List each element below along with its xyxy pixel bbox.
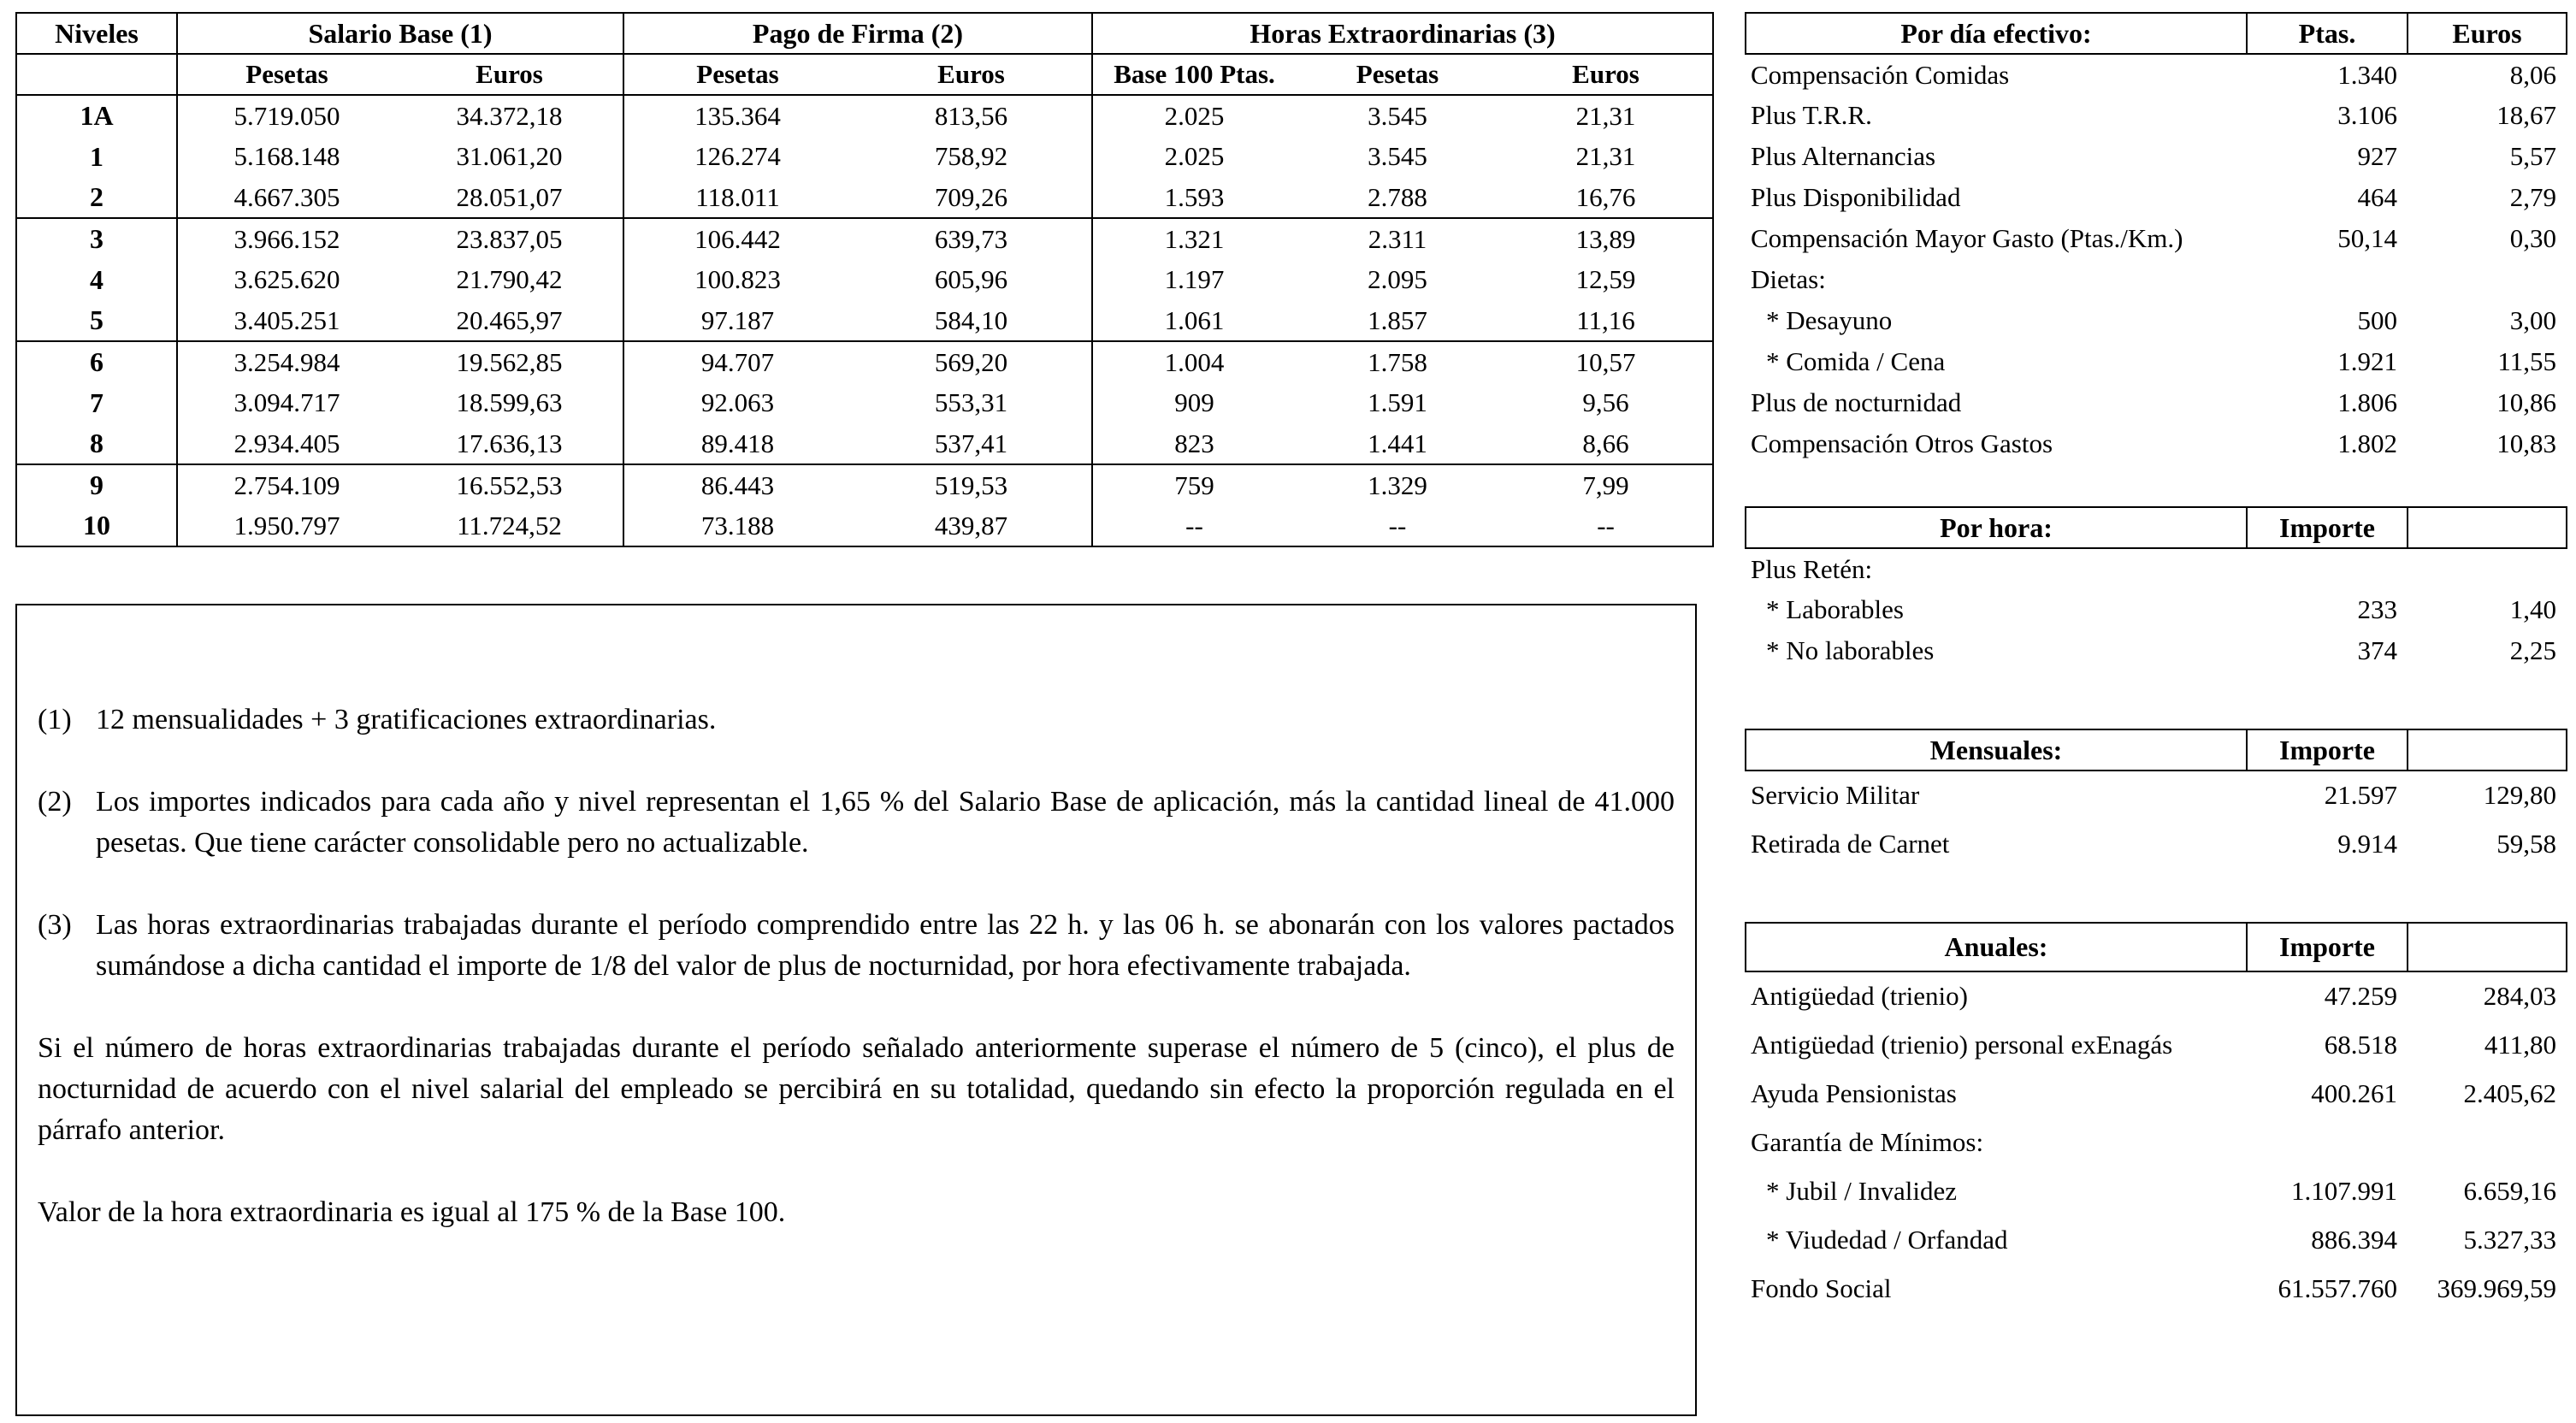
list-item: [1746, 971, 2567, 1020]
item-ptas: 61.557.760: [2278, 1272, 2397, 1303]
header-cell: [2408, 507, 2567, 548]
table-por-dia: [1745, 12, 2567, 464]
cell-sb-pts: 1.950.797: [177, 505, 396, 546]
cell-pf-pts: 92.063: [700, 387, 775, 417]
list-item: [1746, 423, 2567, 464]
cell-he-base: 909: [1174, 387, 1214, 417]
table-row: [16, 505, 1713, 546]
item-label: Antigüedad (trienio): [1751, 981, 1968, 1011]
list-item: [1746, 1166, 2567, 1215]
table-header-row: [1746, 13, 2567, 54]
footnote-1-text: 12 mensualidades + 3 gratificaciones extraordinarias.: [96, 704, 717, 735]
list-item: [1746, 589, 2567, 630]
cell-he-pts: 1.758: [1296, 341, 1499, 382]
cell-sb-eur: 18.599,63: [396, 382, 623, 423]
item-euros: 5,57: [2509, 141, 2556, 171]
item-label: * Comida / Cena: [1766, 346, 1946, 376]
item-label: Plus Disponibilidad: [1751, 182, 1961, 212]
item-label: * No laborables: [1766, 635, 1935, 665]
header-niveles-blank: [16, 54, 177, 95]
cell-sb-eur: 17.636,13: [396, 423, 623, 464]
item-ptas: 374: [2357, 635, 2397, 665]
item-ptas: [2247, 1118, 2408, 1166]
item-label: * Viudedad / Orfandad: [1766, 1224, 2008, 1255]
cell-pf-eur: 758,92: [851, 136, 1092, 177]
cell-sb-eur: 16.552,53: [396, 464, 623, 505]
cell-he-base: --: [1092, 505, 1296, 546]
item-ptas: 500: [2357, 305, 2397, 335]
cell-sb-eur: 23.837,05: [396, 218, 623, 259]
cell-he-pts: 2.095: [1368, 264, 1427, 294]
cell-sb-pts: 3.405.251: [233, 304, 340, 335]
cell-he-pts: 2.788: [1368, 181, 1427, 212]
cell-sb-pts: 2.754.109: [177, 464, 396, 505]
item-euros: [2408, 259, 2567, 300]
item-label: Compensación Otros Gastos: [1751, 428, 2053, 458]
table-row: [16, 300, 1713, 341]
item-euros: 10,86: [2496, 387, 2556, 417]
footnote-2-number: (2): [38, 786, 72, 818]
header-cell: Importe: [2247, 507, 2408, 548]
item-euros: 10,83: [2496, 428, 2556, 458]
item-euros: 369.969,59: [2437, 1272, 2556, 1303]
list-item: [1746, 1020, 2567, 1069]
notes-paragraph-valor-hora: Valor de la hora extraordinaria es igual al 175 % de la Base 100.: [38, 1196, 786, 1228]
cell-sb-pts: 5.719.050: [177, 95, 396, 136]
cell-he-base: 1.321: [1092, 218, 1296, 259]
cell-sb-pts: 3.966.152: [177, 218, 396, 259]
cell-he-eur: 7,99: [1499, 464, 1713, 505]
cell-pf-eur: 519,53: [851, 464, 1092, 505]
subheader-sb-pesetas: Pesetas: [177, 54, 396, 95]
list-item: [1746, 630, 2567, 671]
item-ptas: 3.106: [2337, 100, 2397, 130]
item-ptas: 9.914: [2337, 828, 2397, 859]
subheader-sb-euros: Euros: [396, 54, 623, 95]
item-euros: 59,58: [2496, 828, 2556, 859]
item-euros: 3,00: [2509, 305, 2556, 335]
nivel-cell: 1: [16, 136, 177, 177]
subheader-he-euros: Euros: [1499, 54, 1713, 95]
item-label: Compensación Comidas: [1751, 59, 2010, 90]
cell-he-base: 1.593: [1164, 181, 1225, 212]
cell-sb-eur: 31.061,20: [396, 136, 623, 177]
item-ptas: 400.261: [2311, 1078, 2397, 1108]
nivel-cell: 6: [16, 341, 177, 382]
cell-pf-pts: 118.011: [695, 181, 780, 212]
notes-paragraph-nocturnidad: Si el número de horas extraordinarias trabajadas durante el período señalado anteriormente superase el número de 5 (cinco), el plus de nocturnidad de acuerdo con el nivel salarial del empleado se percibirá en su totalidad, quedando sin efecto la proporción regulada en el párrafo anterior.: [38, 1032, 1675, 1146]
list-item: [1746, 771, 2567, 819]
item-ptas: 233: [2357, 594, 2397, 624]
table-por-hora: [1745, 506, 2567, 671]
notes-box: [15, 604, 1697, 1416]
cell-he-pts: 1.591: [1368, 387, 1427, 417]
header-cell: Anuales:: [1746, 923, 2247, 971]
table-header-row: [1746, 923, 2567, 971]
list-item: [1746, 819, 2567, 868]
item-label: Ayuda Pensionistas: [1751, 1078, 1957, 1108]
list-item: [1746, 1264, 2567, 1313]
header-cell: Euros: [2408, 13, 2567, 54]
cell-pf-pts: 97.187: [700, 304, 775, 335]
nivel-cell: 7: [16, 382, 177, 423]
cell-sb-eur: 19.562,85: [396, 341, 623, 382]
item-ptas: 1.107.991: [2291, 1175, 2397, 1206]
item-ptas: 1.921: [2337, 346, 2397, 376]
cell-he-eur: 16,76: [1499, 177, 1713, 218]
cell-he-base: 2.025: [1164, 141, 1225, 171]
item-euros: 6.659,16: [2463, 1175, 2556, 1206]
footnote-3-text: Las horas extraordinarias trabajadas durante el período comprendido entre las 22 h. y las 06 h. se abonarán con los valores pactados sumándose a dicha cantidad el importe de 1/8 del valor de plus de nocturnidad, por hora efectivamente trabajada.: [96, 909, 1675, 982]
item-euros: 5.327,33: [2463, 1224, 2556, 1255]
cell-pf-pts: 100.823: [694, 264, 781, 294]
list-item: [1746, 95, 2567, 136]
cell-he-eur: 12,59: [1499, 259, 1713, 300]
cell-pf-pts: 135.364: [623, 95, 851, 136]
cell-pf-pts: 126.274: [694, 141, 781, 171]
cell-sb-pts: 4.667.305: [233, 181, 340, 212]
cell-he-pts: 2.311: [1296, 218, 1499, 259]
header-cell: Importe: [2247, 729, 2408, 771]
item-ptas: 1.802: [2337, 428, 2397, 458]
cell-he-pts: 3.545: [1368, 141, 1427, 171]
item-ptas: 68.518: [2324, 1029, 2397, 1060]
cell-he-base: 823: [1174, 428, 1214, 458]
item-euros: 2,79: [2509, 182, 2556, 212]
item-ptas: 21.597: [2324, 780, 2397, 810]
cell-he-base: 1.197: [1164, 264, 1225, 294]
item-ptas: [2247, 548, 2408, 589]
item-ptas: 1.806: [2337, 387, 2397, 417]
cell-he-eur: 13,89: [1499, 218, 1713, 259]
footnote-2-text: Los importes indicados para cada año y nivel representan el 1,65 % del Salario Base de aplicación, más la cantidad lineal de 41.000 pesetas. Que tiene carácter consolidable pero no actualizable.: [96, 786, 1675, 859]
nivel-cell: 8: [16, 423, 177, 464]
table-row: [16, 382, 1713, 423]
cell-pf-eur: 569,20: [851, 341, 1092, 382]
cell-sb-pts: 3.254.984: [177, 341, 396, 382]
nivel-cell: 9: [16, 464, 177, 505]
list-item: [1746, 1118, 2567, 1166]
list-item: [1746, 177, 2567, 218]
item-euros: 411,80: [2484, 1029, 2556, 1060]
footnote-1: [38, 700, 1675, 741]
nivel-cell: 3: [16, 218, 177, 259]
item-label: * Laborables: [1766, 594, 1904, 624]
table-row: [16, 136, 1713, 177]
header-pago-firma: Pago de Firma (2): [623, 13, 1092, 54]
cell-sb-pts: 5.168.148: [233, 141, 340, 171]
table-row: [16, 177, 1713, 218]
header-salario-base: Salario Base (1): [177, 13, 623, 54]
header-cell: Ptas.: [2247, 13, 2408, 54]
item-ptas: 886.394: [2311, 1224, 2397, 1255]
header-cell: [2408, 729, 2567, 771]
list-item: [1746, 1215, 2567, 1264]
list-item: [1746, 136, 2567, 177]
cell-he-eur: 8,66: [1499, 423, 1713, 464]
item-ptas: 47.259: [2324, 981, 2397, 1011]
cell-sb-eur: 20.465,97: [396, 300, 623, 341]
header-horas-extra: Horas Extraordinarias (3): [1092, 13, 1713, 54]
header-cell: Mensuales:: [1746, 729, 2247, 771]
item-ptas: [2247, 259, 2408, 300]
item-euros: 2,25: [2509, 635, 2556, 665]
footnote-3: [38, 905, 1675, 987]
item-euros: [2408, 1118, 2567, 1166]
table-header-row: [1746, 507, 2567, 548]
item-ptas: 464: [2357, 182, 2397, 212]
cell-pf-eur: 553,31: [851, 382, 1092, 423]
item-label: Garantía de Mínimos:: [1751, 1126, 1984, 1157]
subheader-pf-pesetas: Pesetas: [623, 54, 851, 95]
item-label: Plus de nocturnidad: [1751, 387, 1962, 417]
subheader-he-pesetas: Pesetas: [1296, 54, 1499, 95]
item-euros: 284,03: [2483, 981, 2556, 1011]
cell-pf-pts: 73.188: [623, 505, 851, 546]
nivel-cell: 4: [16, 259, 177, 300]
cell-pf-eur: 639,73: [851, 218, 1092, 259]
item-euros: 2.405,62: [2463, 1078, 2556, 1108]
cell-pf-eur: 813,56: [851, 95, 1092, 136]
item-label: Antigüedad (trienio) personal exEnagás: [1751, 1029, 2173, 1060]
item-euros: [2408, 548, 2567, 589]
nivel-cell: 10: [16, 505, 177, 546]
cell-pf-pts: 86.443: [623, 464, 851, 505]
list-item: [1746, 300, 2567, 341]
table-anuales: [1745, 922, 2567, 1313]
item-label: Compensación Mayor Gasto (Ptas./Km.): [1751, 223, 2183, 253]
table-row: [16, 423, 1713, 464]
cell-he-base: 1.004: [1092, 341, 1296, 382]
item-ptas: 927: [2357, 141, 2397, 171]
cell-he-base: 2.025: [1092, 95, 1296, 136]
subheader-he-base100: Base 100 Ptas.: [1092, 54, 1296, 95]
cell-he-base: 759: [1092, 464, 1296, 505]
footnote-1-number: (1): [38, 704, 72, 735]
cell-sb-pts: 3.625.620: [233, 264, 340, 294]
list-item: [1746, 1069, 2567, 1118]
nivel-cell: 5: [16, 300, 177, 341]
table-header-row: [1746, 729, 2567, 771]
header-cell: [2408, 923, 2567, 971]
header-cell: Por día efectivo:: [1746, 13, 2247, 54]
subheader-pf-euros: Euros: [851, 54, 1092, 95]
list-item: [1746, 218, 2567, 259]
cell-sb-pts: 3.094.717: [233, 387, 340, 417]
item-euros: 1,40: [2509, 594, 2556, 624]
table-row: [16, 341, 1713, 382]
table-mensuales: [1745, 729, 2567, 868]
cell-pf-eur: 605,96: [851, 259, 1092, 300]
item-euros: 129,80: [2483, 780, 2556, 810]
cell-pf-eur: 537,41: [851, 423, 1092, 464]
cell-he-base: 1.061: [1164, 304, 1225, 335]
item-label: Plus Alternancias: [1751, 141, 1936, 171]
item-ptas: 1.340: [2337, 59, 2397, 90]
item-euros: 18,67: [2496, 100, 2556, 130]
cell-pf-eur: 584,10: [851, 300, 1092, 341]
table-row: [16, 95, 1713, 136]
item-label: * Desayuno: [1766, 305, 1893, 335]
cell-he-eur: 21,31: [1499, 95, 1713, 136]
header-cell: Importe: [2247, 923, 2408, 971]
cell-pf-eur: 439,87: [851, 505, 1092, 546]
cell-he-eur: 9,56: [1499, 382, 1713, 423]
cell-he-eur: 10,57: [1499, 341, 1713, 382]
cell-he-eur: 21,31: [1499, 136, 1713, 177]
salary-table: [15, 12, 1714, 547]
item-euros: 11,55: [2497, 346, 2556, 376]
item-label: Retirada de Carnet: [1751, 828, 1950, 859]
cell-pf-pts: 89.418: [700, 428, 775, 458]
list-item: [1746, 548, 2567, 589]
cell-pf-eur: 709,26: [851, 177, 1092, 218]
cell-sb-pts: 2.934.405: [233, 428, 340, 458]
cell-sb-eur: 21.790,42: [396, 259, 623, 300]
cell-he-pts: 1.441: [1368, 428, 1427, 458]
list-item: [1746, 54, 2567, 95]
cell-pf-pts: 94.707: [623, 341, 851, 382]
item-ptas: 50,14: [2337, 223, 2397, 253]
cell-sb-eur: 28.051,07: [396, 177, 623, 218]
cell-sb-eur: 11.724,52: [396, 505, 623, 546]
table-row: [16, 464, 1713, 505]
list-item: [1746, 382, 2567, 423]
item-label: Servicio Militar: [1751, 780, 1920, 810]
item-euros: 0,30: [2509, 223, 2556, 253]
cell-he-pts: --: [1296, 505, 1499, 546]
nivel-cell: 2: [16, 177, 177, 218]
nivel-cell: 1A: [16, 95, 177, 136]
cell-he-pts: 3.545: [1296, 95, 1499, 136]
cell-pf-pts: 106.442: [623, 218, 851, 259]
item-label: Plus T.R.R.: [1751, 100, 1872, 130]
cell-he-pts: 1.857: [1368, 304, 1427, 335]
cell-he-eur: 11,16: [1499, 300, 1713, 341]
footnote-3-number: (3): [38, 909, 72, 941]
item-label: Fondo Social: [1751, 1272, 1892, 1303]
item-label: Plus Retén:: [1751, 553, 1873, 584]
salary-table-body: [16, 95, 1713, 546]
item-label: * Jubil / Invalidez: [1766, 1175, 1957, 1206]
cell-he-pts: 1.329: [1296, 464, 1499, 505]
table-row: [16, 259, 1713, 300]
header-niveles: Niveles: [16, 13, 177, 54]
item-euros: 8,06: [2509, 59, 2556, 90]
item-label: Dietas:: [1751, 264, 1826, 294]
cell-he-eur: --: [1499, 505, 1713, 546]
list-item: [1746, 259, 2567, 300]
table-row: [16, 218, 1713, 259]
cell-sb-eur: 34.372,18: [396, 95, 623, 136]
footnote-2: [38, 782, 1675, 864]
header-cell: Por hora:: [1746, 507, 2247, 548]
list-item: [1746, 341, 2567, 382]
